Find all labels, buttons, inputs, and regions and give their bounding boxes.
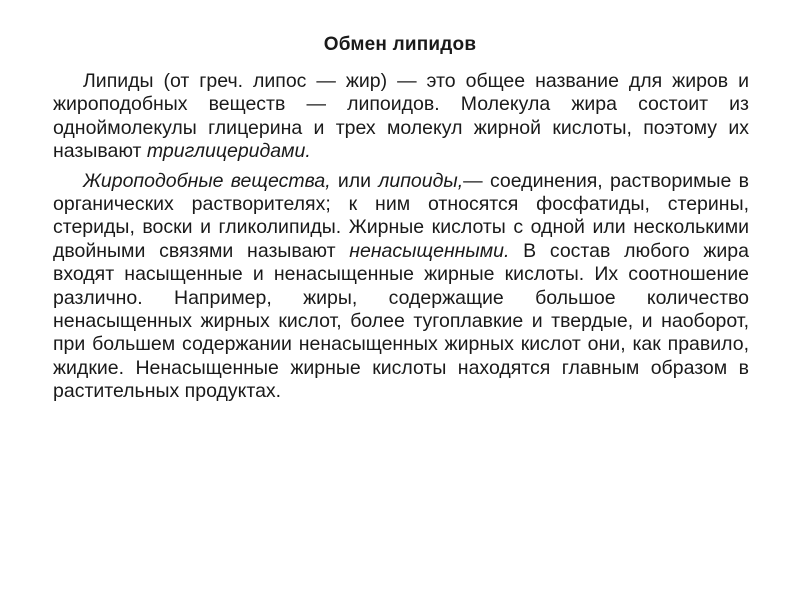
- paragraph-2: [53, 170, 749, 404]
- text-run: или: [330, 169, 379, 192]
- italic-term-lipid-like-substances: Жироподобные вещества,: [83, 169, 331, 192]
- slide-title: Обмен липидов: [323, 34, 477, 55]
- paragraph-1: [53, 70, 749, 164]
- italic-term-lipoids: липоиды,: [378, 169, 464, 192]
- italic-term-unsaturated: ненасыщенными.: [349, 239, 510, 262]
- text-run: В состав любого жира входят насыщенные и ненасыщенные жирные кислоты. Их соотношение различно. Например, жиры, содержащие большое количество ненасыщенных жирных кислот, более тугоплавкие и твердые, и наоборот, при большем содержании ненасыщенных жирных кислот они, как правило, жидкие. Ненасыщенные жирные кислоты находятся главным образом в растительных продуктах.: [53, 239, 749, 403]
- text-run: — соединения, растворимые в органических растворителях; к ним относятся фосфатиды, стерины, стериды, воски и гликолипиды. Жирные кислоты с одной или несколькими двойными связями называют: [53, 169, 750, 262]
- text-run: Липиды (от греч. липос — жир) — это общее название для жиров и жироподобных веществ — липоидов. Молекула жира состоит из однoймолекулы глицерина и трех молекул жирной кислоты, поэтому их называют: [53, 70, 749, 163]
- body-text: [53, 70, 749, 404]
- italic-term-triglycerides: триглицеридами.: [146, 140, 311, 163]
